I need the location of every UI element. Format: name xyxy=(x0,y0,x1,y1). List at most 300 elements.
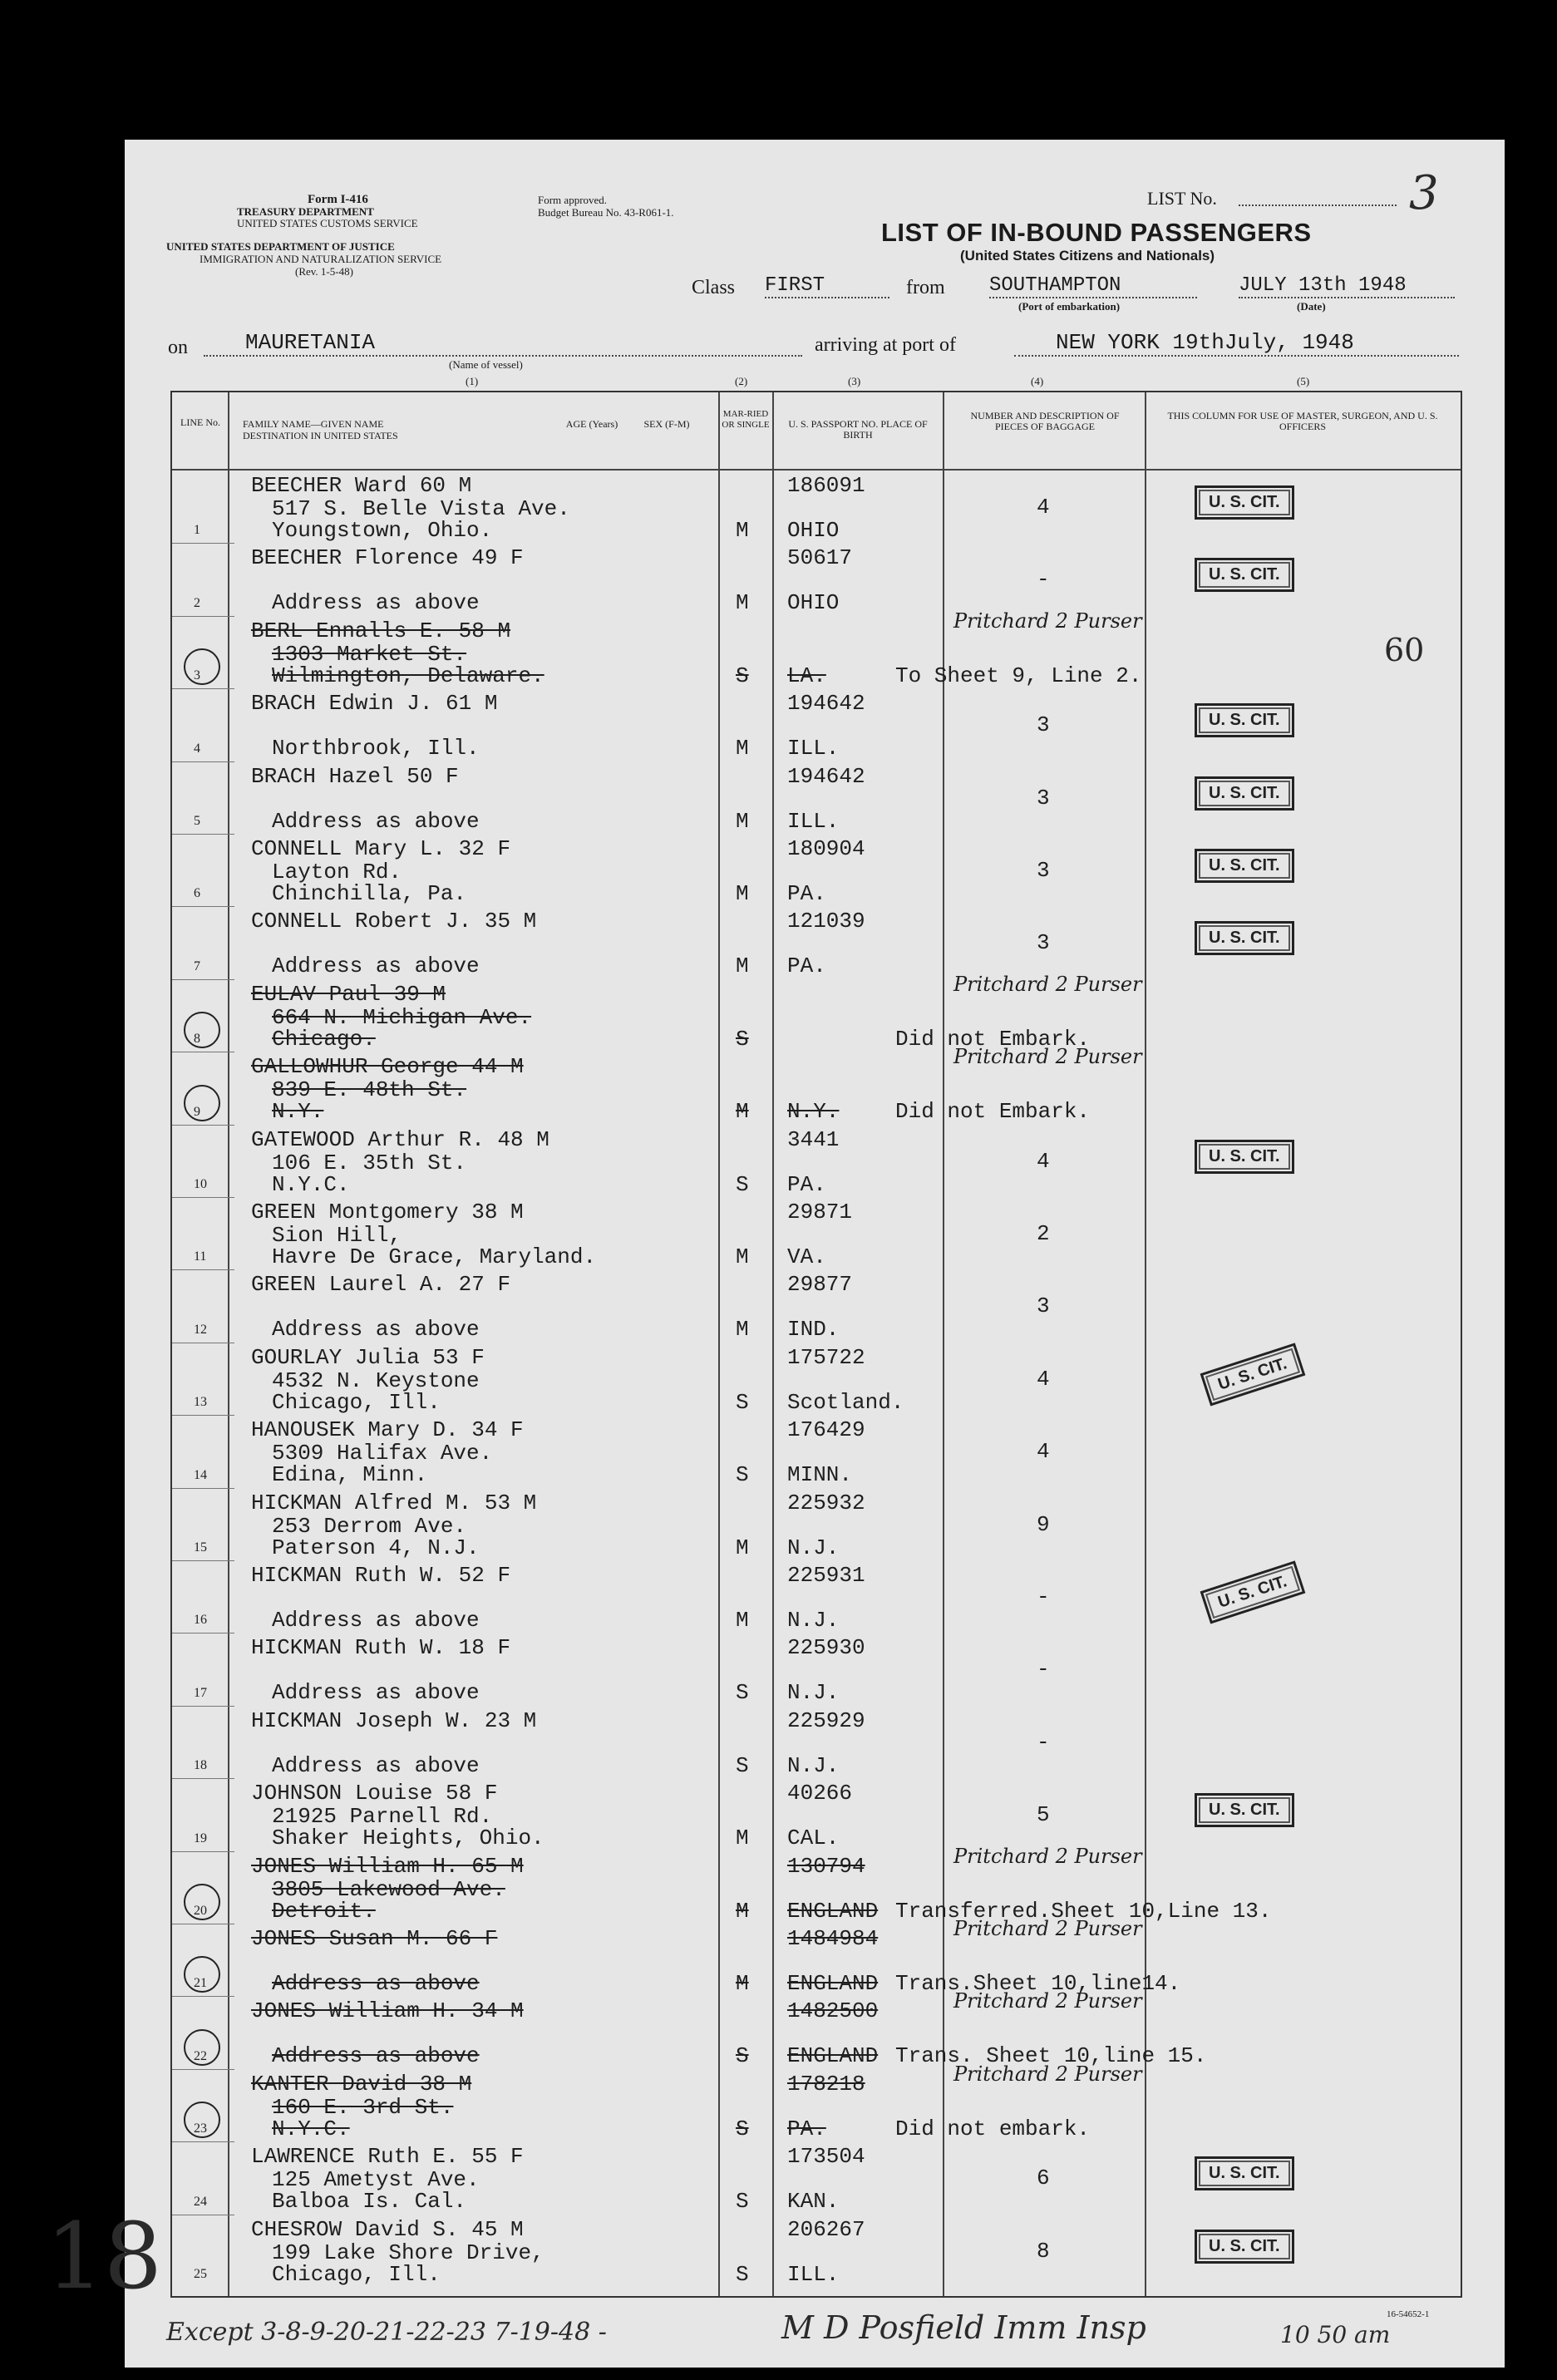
place-of-birth: ENGLAND xyxy=(787,2043,879,2069)
address-line-1: 5309 Halifax Ave. xyxy=(272,1441,493,1466)
line-number: 19 xyxy=(194,1831,207,1845)
marital-status: S xyxy=(736,1680,749,1706)
line-number-circle xyxy=(184,2029,220,2066)
passenger-name-age-sex: HICKMAN Joseph W. 23 M xyxy=(251,1707,537,1733)
marital-status: S xyxy=(736,1026,749,1052)
address-line-2: Address as above xyxy=(272,808,480,834)
list-no-label: LIST No. xyxy=(1147,188,1217,209)
passenger-name-age-sex: GOURLAY Julia 53 F xyxy=(251,1344,485,1370)
place-of-birth: ILL. xyxy=(787,2261,840,2287)
ins-service: IMMIGRATION AND NATURALIZATION SERVICE xyxy=(200,253,442,265)
line-number: 16 xyxy=(194,1613,207,1628)
address-line-1: 4532 N. Keystone xyxy=(272,1367,480,1393)
port-label: (Port of embarkation) xyxy=(1018,300,1121,313)
row-divider xyxy=(172,1560,234,1561)
address-line-1: 3805 Lakewood Ave. xyxy=(272,1876,505,1902)
marital-status: M xyxy=(736,1826,749,1851)
header-name: FAMILY NAME—GIVEN NAME xyxy=(243,418,384,430)
document-subtitle: (United States Citizens and Nationals) xyxy=(960,248,1215,264)
marital-status: M xyxy=(736,1535,749,1560)
customs-service: UNITED STATES CUSTOMS SERVICE xyxy=(237,217,418,229)
row-divider xyxy=(172,616,234,617)
baggage-count: 5 xyxy=(1037,1802,1050,1828)
place-of-birth: ILL. xyxy=(787,808,840,834)
line-number: 15 xyxy=(194,1540,207,1555)
address-line-2: Address as above xyxy=(272,590,480,616)
row-divider xyxy=(172,2141,234,2142)
address-line-1: 839 E. 48th St. xyxy=(272,1077,467,1103)
address-line-1: 517 S. Belle Vista Ave. xyxy=(272,496,570,521)
table-row xyxy=(172,688,1461,761)
baggage-count: 3 xyxy=(1037,712,1050,738)
passport-number: 3441 xyxy=(787,1126,840,1152)
status-note: Trans.Sheet 10,line14. xyxy=(895,1971,1181,1996)
place-of-birth: IND. xyxy=(787,1317,840,1343)
passenger-name-age-sex: CONNELL Robert J. 35 M xyxy=(251,909,537,934)
address-line-2: N.Y.C. xyxy=(272,1171,350,1197)
table-row xyxy=(172,1917,1461,1996)
passport-number: 225932 xyxy=(787,1490,865,1515)
marital-status: M xyxy=(736,1971,749,1996)
passenger-name-age-sex: GATEWOOD Arthur R. 48 M xyxy=(251,1126,549,1152)
purser-initials: Pritchard 2 Purser xyxy=(953,609,1142,633)
place-of-birth: Scotland. xyxy=(787,1389,904,1415)
col-num-5: (5) xyxy=(1297,375,1310,387)
row-divider xyxy=(172,1269,234,1270)
margin-note-60: 60 xyxy=(1384,632,1425,668)
passport-number: 50617 xyxy=(787,545,853,571)
header-passport: U. S. PASSPORT NO. PLACE OF BIRTH xyxy=(788,418,928,441)
marital-status: M xyxy=(736,1244,749,1269)
purser-initials: Pritchard 2 Purser xyxy=(953,2062,1142,2086)
line-number: 23 xyxy=(194,2121,207,2136)
place-of-birth: MINN. xyxy=(787,1462,853,1488)
status-note: Did not embark. xyxy=(895,2116,1091,2141)
passport-number: 176429 xyxy=(787,1417,865,1443)
col-num-2: (2) xyxy=(735,375,748,387)
place-of-birth: ENGLAND xyxy=(787,1971,879,1996)
header-line-no: LINE No. xyxy=(180,416,220,428)
table-row xyxy=(172,1989,1461,2069)
passport-number: 40266 xyxy=(787,1781,853,1806)
us-citizen-stamp: U. S. CIT. xyxy=(1195,921,1294,955)
inspector-signature: M D Posfield Imm Insp xyxy=(781,2309,1146,2346)
class-value: FIRST xyxy=(765,274,889,298)
col-num-3: (3) xyxy=(848,375,861,387)
form-approved: Form approved. xyxy=(538,194,608,206)
list-no-line xyxy=(1239,204,1397,206)
address-line-1: 253 Derrom Ave. xyxy=(272,1513,467,1539)
table-row xyxy=(172,471,1461,543)
baggage-count: 8 xyxy=(1037,2238,1050,2264)
table-row xyxy=(172,1269,1461,1342)
address-line-2: Address as above xyxy=(272,2043,480,2069)
address-line-1: Layton Rd. xyxy=(272,860,402,884)
us-citizen-stamp: U. S. CIT. xyxy=(1195,2156,1294,2190)
address-line-1: Sion Hill, xyxy=(272,1223,402,1248)
line-number-circle xyxy=(184,1085,220,1121)
line-number: 14 xyxy=(194,1467,207,1482)
address-line-2: Havre De Grace, Maryland. xyxy=(272,1244,597,1269)
purser-initials: Pritchard 2 Purser xyxy=(953,1917,1142,1940)
line-number: 22 xyxy=(194,2048,207,2063)
baggage-count: 3 xyxy=(1037,1293,1050,1319)
address-line-1: 160 E. 3rd St. xyxy=(272,2094,454,2120)
justice-dept: UNITED STATES DEPARTMENT OF JUSTICE xyxy=(166,240,395,253)
passport-number: 225929 xyxy=(787,1707,865,1733)
purser-initials: Pritchard 2 Purser xyxy=(953,1844,1142,1868)
table-row xyxy=(172,609,1461,688)
marital-status: M xyxy=(736,881,749,906)
row-divider xyxy=(172,1996,234,1997)
purser-initials: Pritchard 2 Purser xyxy=(953,972,1142,996)
passenger-name-age-sex: JOHNSON Louise 58 F xyxy=(251,1781,498,1806)
budget-bureau: Budget Bureau No. 43-R061-1. xyxy=(538,206,674,219)
marital-status: S xyxy=(736,1389,749,1415)
marital-status: S xyxy=(736,1462,749,1488)
address-line-2: Northbrook, Ill. xyxy=(272,736,480,761)
us-citizen-stamp: U. S. CIT. xyxy=(1195,1140,1294,1174)
line-number: 3 xyxy=(194,668,200,683)
row-divider xyxy=(172,1706,234,1707)
place-of-birth: VA. xyxy=(787,1244,826,1269)
place-of-birth: N.J. xyxy=(787,1608,840,1633)
row-divider xyxy=(172,1197,234,1198)
status-note: To Sheet 9, Line 2. xyxy=(895,663,1142,688)
line-number-circle xyxy=(184,648,220,685)
marital-status: S xyxy=(736,1752,749,1778)
header-officers: THIS COLUMN FOR USE OF MASTER, SURGEON, AND U. S. OFFICERS xyxy=(1167,410,1438,432)
footer-except-note: Except 3-8-9-20-21-22-23 7-19-48 - xyxy=(166,2318,607,2347)
header-sex: SEX (F-M) xyxy=(643,418,690,430)
marital-status: M xyxy=(736,1317,749,1343)
line-number: 5 xyxy=(194,813,200,828)
passenger-name-age-sex: BEECHER Ward 60 M xyxy=(251,473,472,498)
date-label: (Date) xyxy=(1297,300,1326,313)
form-number: Form I-416 xyxy=(308,193,368,206)
embarkation-port: SOUTHAMPTON xyxy=(989,274,1197,298)
passenger-name-age-sex: GREEN Laurel A. 27 F xyxy=(251,1272,511,1298)
vessel-name: MAURETANIA xyxy=(204,330,802,357)
address-line-2: Address as above xyxy=(272,1680,480,1706)
place-of-birth: PA. xyxy=(787,953,826,979)
passport-number: 194642 xyxy=(787,763,865,789)
footer-time: 10 50 am xyxy=(1280,2321,1391,2348)
address-line-2: N.Y.C. xyxy=(272,2116,350,2141)
address-line-2: Chicago, Ill. xyxy=(272,2261,441,2287)
address-line-2: Balboa Is. Cal. xyxy=(272,2189,467,2215)
us-citizen-stamp: U. S. CIT. xyxy=(1195,1793,1294,1827)
address-line-2: Paterson 4, N.J. xyxy=(272,1535,480,1560)
passport-number: 130794 xyxy=(787,1853,865,1879)
marital-status: S xyxy=(736,2116,749,2141)
marital-status: M xyxy=(736,1898,749,1924)
row-divider xyxy=(172,979,234,980)
us-citizen-stamp: U. S. CIT. xyxy=(1195,703,1294,737)
row-divider xyxy=(172,1415,234,1416)
col-num-4: (4) xyxy=(1031,375,1044,387)
passenger-name-age-sex: JONES William H. 34 M xyxy=(251,1998,524,2024)
row-divider xyxy=(172,1488,234,1489)
address-line-2: N.Y. xyxy=(272,1099,324,1125)
baggage-count: 3 xyxy=(1037,785,1050,811)
baggage-count: 9 xyxy=(1037,1511,1050,1537)
class-label: Class xyxy=(692,277,736,298)
address-line-2: Address as above xyxy=(272,953,480,979)
embarkation-date: JULY 13th 1948 xyxy=(1239,274,1455,298)
table-row xyxy=(172,1197,1461,1269)
us-citizen-stamp: U. S. CIT. xyxy=(1195,776,1294,811)
line-number-circle xyxy=(184,2102,220,2138)
header-baggage: NUMBER AND DESCRIPTION OF PIECES OF BAGGAGE xyxy=(970,410,1120,432)
passport-number: 225930 xyxy=(787,1635,865,1661)
place-of-birth: PA. xyxy=(787,2116,826,2141)
passenger-name-age-sex: CONNELL Mary L. 32 F xyxy=(251,836,511,861)
passenger-name-age-sex: BERL Ennalls E. 58 M xyxy=(251,618,511,643)
from-label: from xyxy=(906,277,945,298)
passenger-name-age-sex: KANTER David 38 M xyxy=(251,2071,472,2097)
place-of-birth: N.Y. xyxy=(787,1099,840,1125)
passport-number: 1482500 xyxy=(787,1998,879,2024)
place-of-birth: N.J. xyxy=(787,1535,840,1560)
passenger-name-age-sex: JONES Susan M. 66 F xyxy=(251,1926,498,1951)
us-citizen-stamp: U. S. CIT. xyxy=(1200,1561,1305,1624)
line-number: 7 xyxy=(194,958,200,973)
line-number: 25 xyxy=(194,2266,207,2281)
line-number: 10 xyxy=(194,1176,207,1191)
place-of-birth: N.J. xyxy=(787,1752,840,1778)
status-note: Did not Embark. xyxy=(895,1026,1091,1052)
form-code: 16-54652-1 xyxy=(1387,2309,1430,2319)
address-line-1: 21925 Parnell Rd. xyxy=(272,1804,493,1830)
line-number-circle xyxy=(184,1012,220,1048)
marital-status: S xyxy=(736,663,749,688)
place-of-birth: CAL. xyxy=(787,1826,840,1851)
passenger-name-age-sex: EULAV Paul 39 M xyxy=(251,981,446,1007)
address-line-1: 106 E. 35th St. xyxy=(272,1150,467,1175)
baggage-count: 4 xyxy=(1037,1366,1050,1392)
line-number: 8 xyxy=(194,1032,200,1047)
us-citizen-stamp: U. S. CIT. xyxy=(1195,2230,1294,2264)
address-line-1: 125 Ametyst Ave. xyxy=(272,2167,480,2193)
marital-status: S xyxy=(736,2043,749,2069)
baggage-count: - xyxy=(1037,1657,1050,1683)
status-note: Trans. Sheet 10,line 15. xyxy=(895,2043,1207,2069)
address-line-2: Address as above xyxy=(272,1752,480,1778)
address-line-2: Chicago. xyxy=(272,1026,376,1052)
table-row xyxy=(172,1778,1461,1850)
line-number: 20 xyxy=(194,1903,207,1918)
marital-status: M xyxy=(736,808,749,834)
passenger-name-age-sex: CHESROW David S. 45 M xyxy=(251,2216,524,2242)
row-divider xyxy=(172,761,234,762)
passport-number: 180904 xyxy=(787,836,865,861)
table-row xyxy=(172,761,1461,834)
place-of-birth: PA. xyxy=(787,1171,826,1197)
passport-number: 121039 xyxy=(787,909,865,934)
purser-initials: Pritchard 2 Purser xyxy=(953,1045,1142,1069)
baggage-count: 4 xyxy=(1037,1439,1050,1465)
passenger-name-age-sex: BEECHER Florence 49 F xyxy=(251,545,524,571)
line-number: 4 xyxy=(194,741,200,756)
passport-number: 206267 xyxy=(787,2216,865,2242)
line-number: 1 xyxy=(194,523,200,538)
document-title: LIST OF IN-BOUND PASSENGERS xyxy=(881,218,1312,247)
margin-note-18: 18 xyxy=(46,2203,162,2309)
passenger-name-age-sex: HICKMAN Ruth W. 52 F xyxy=(251,1563,511,1588)
place-of-birth: LA. xyxy=(787,663,826,688)
marital-status: M xyxy=(736,736,749,761)
baggage-count: - xyxy=(1037,1584,1050,1609)
header-age: AGE (Years) xyxy=(565,418,618,430)
line-number: 9 xyxy=(194,1104,200,1119)
passport-number: 29871 xyxy=(787,1200,853,1224)
marital-status: M xyxy=(736,953,749,979)
address-line-2: Shaker Heights, Ohio. xyxy=(272,1826,544,1851)
marital-status: S xyxy=(736,2189,749,2215)
passenger-name-age-sex: BRACH Hazel 50 F xyxy=(251,763,459,789)
address-line-2: Detroit. xyxy=(272,1898,376,1924)
table-row xyxy=(172,1560,1461,1633)
line-number: 11 xyxy=(194,1249,207,1264)
on-label: on xyxy=(168,337,188,358)
table-row xyxy=(172,1844,1461,1924)
passenger-name-age-sex: HICKMAN Ruth W. 18 F xyxy=(251,1635,511,1661)
table-row xyxy=(172,543,1461,615)
address-line-2: Chicago, Ill. xyxy=(272,1389,441,1415)
line-number-circle xyxy=(184,1884,220,1920)
row-divider xyxy=(172,1778,234,1779)
passport-number: 175722 xyxy=(787,1344,865,1370)
address-line-2: Edina, Minn. xyxy=(272,1462,428,1488)
table-row xyxy=(172,1343,1461,1415)
vessel-label: (Name of vessel) xyxy=(449,358,523,371)
place-of-birth: N.J. xyxy=(787,1680,840,1706)
table-row xyxy=(172,1633,1461,1705)
passenger-name-age-sex: GREEN Montgomery 38 M xyxy=(251,1200,524,1224)
marital-status: S xyxy=(736,1171,749,1197)
table-row xyxy=(172,906,1461,978)
table-row xyxy=(172,2062,1461,2141)
table-row xyxy=(172,2215,1461,2287)
address-line-2: Wilmington, Delaware. xyxy=(272,663,544,688)
passport-number: 186091 xyxy=(787,473,865,498)
baggage-count: 4 xyxy=(1037,495,1050,520)
place-of-birth: PA. xyxy=(787,881,826,906)
row-divider xyxy=(172,2069,234,2070)
address-line-2: Address as above xyxy=(272,1317,480,1343)
passenger-name-age-sex: HANOUSEK Mary D. 34 F xyxy=(251,1417,524,1443)
passport-number: 1484984 xyxy=(787,1926,879,1951)
address-line-2: Chinchilla, Pa. xyxy=(272,881,467,906)
marital-status: M xyxy=(736,590,749,616)
line-number: 12 xyxy=(194,1322,207,1337)
row-divider xyxy=(172,1851,234,1852)
address-line-2: Address as above xyxy=(272,1608,480,1633)
status-note: Transferred.Sheet 10,Line 13. xyxy=(895,1898,1272,1924)
baggage-count: 2 xyxy=(1037,1221,1050,1246)
arrival-port-date: NEW YORK 19thJuly, 1948 xyxy=(1014,330,1459,357)
place-of-birth: OHIO xyxy=(787,518,840,543)
purser-initials: Pritchard 2 Purser xyxy=(953,1989,1142,2013)
row-divider xyxy=(172,543,234,544)
passenger-table xyxy=(170,391,1462,2298)
table-row xyxy=(172,1125,1461,1197)
table-row xyxy=(172,2141,1461,2214)
marital-status: S xyxy=(736,2261,749,2287)
row-divider xyxy=(172,834,234,835)
passport-number: 194642 xyxy=(787,691,865,717)
us-citizen-stamp: U. S. CIT. xyxy=(1200,1343,1305,1406)
header-marital: MAR-RIED OR SINGLE xyxy=(722,409,770,430)
passport-number: 225931 xyxy=(787,1563,865,1588)
place-of-birth: ENGLAND xyxy=(787,1898,879,1924)
passenger-name-age-sex: GALLOWHUR George 44 M xyxy=(251,1054,524,1080)
address-line-2: Youngstown, Ohio. xyxy=(272,518,493,543)
baggage-count: 3 xyxy=(1037,930,1050,956)
arriving-label: arriving at port of xyxy=(815,334,956,356)
status-note: Did not Embark. xyxy=(895,1099,1091,1125)
line-number: 6 xyxy=(194,886,200,901)
passenger-name-age-sex: BRACH Edwin J. 61 M xyxy=(251,691,498,717)
passenger-name-age-sex: LAWRENCE Ruth E. 55 F xyxy=(251,2144,524,2170)
marital-status: M xyxy=(736,1608,749,1633)
row-divider xyxy=(172,1125,234,1126)
address-line-2: Address as above xyxy=(272,1971,480,1996)
baggage-count: 3 xyxy=(1037,858,1050,883)
passport-number: 173504 xyxy=(787,2144,865,2170)
line-number: 2 xyxy=(194,595,200,610)
baggage-count: - xyxy=(1037,567,1050,593)
passport-number: 178218 xyxy=(787,2071,865,2097)
address-line-1: 664 N. Michigan Ave. xyxy=(272,1004,532,1030)
baggage-count: 6 xyxy=(1037,2166,1050,2191)
list-no-value: 3 xyxy=(1409,166,1439,220)
table-row xyxy=(172,1415,1461,1487)
passport-number: 29877 xyxy=(787,1272,853,1298)
treasury-dept: TREASURY DEPARTMENT xyxy=(237,205,374,218)
marital-status: M xyxy=(736,1099,749,1125)
us-citizen-stamp: U. S. CIT. xyxy=(1195,485,1294,520)
us-citizen-stamp: U. S. CIT. xyxy=(1195,558,1294,592)
place-of-birth: KAN. xyxy=(787,2189,840,2215)
line-number: 21 xyxy=(194,1976,207,1991)
place-of-birth: OHIO xyxy=(787,590,840,616)
header-destination: DESTINATION IN UNITED STATES xyxy=(243,430,398,441)
table-row xyxy=(172,1488,1461,1560)
place-of-birth: ILL. xyxy=(787,736,840,761)
form-rev: (Rev. 1-5-48) xyxy=(295,265,353,278)
baggage-count: 4 xyxy=(1037,1148,1050,1174)
line-number: 17 xyxy=(194,1685,207,1700)
marital-status: M xyxy=(736,518,749,543)
table-row xyxy=(172,972,1461,1052)
table-row xyxy=(172,834,1461,906)
line-number: 18 xyxy=(194,1758,207,1773)
table-row xyxy=(172,1706,1461,1778)
address-line-1: 199 Lake Shore Drive, xyxy=(272,2240,544,2265)
row-divider xyxy=(172,688,234,689)
table-row xyxy=(172,1045,1461,1125)
row-divider xyxy=(172,906,234,907)
passenger-name-age-sex: HICKMAN Alfred M. 53 M xyxy=(251,1490,537,1515)
address-line-1: 1303 Market St. xyxy=(272,641,467,667)
passenger-name-age-sex: JONES William H. 65 M xyxy=(251,1853,524,1879)
line-number: 13 xyxy=(194,1395,207,1410)
col-num-1: (1) xyxy=(466,375,479,387)
us-citizen-stamp: U. S. CIT. xyxy=(1195,849,1294,883)
line-number: 24 xyxy=(194,2194,207,2209)
